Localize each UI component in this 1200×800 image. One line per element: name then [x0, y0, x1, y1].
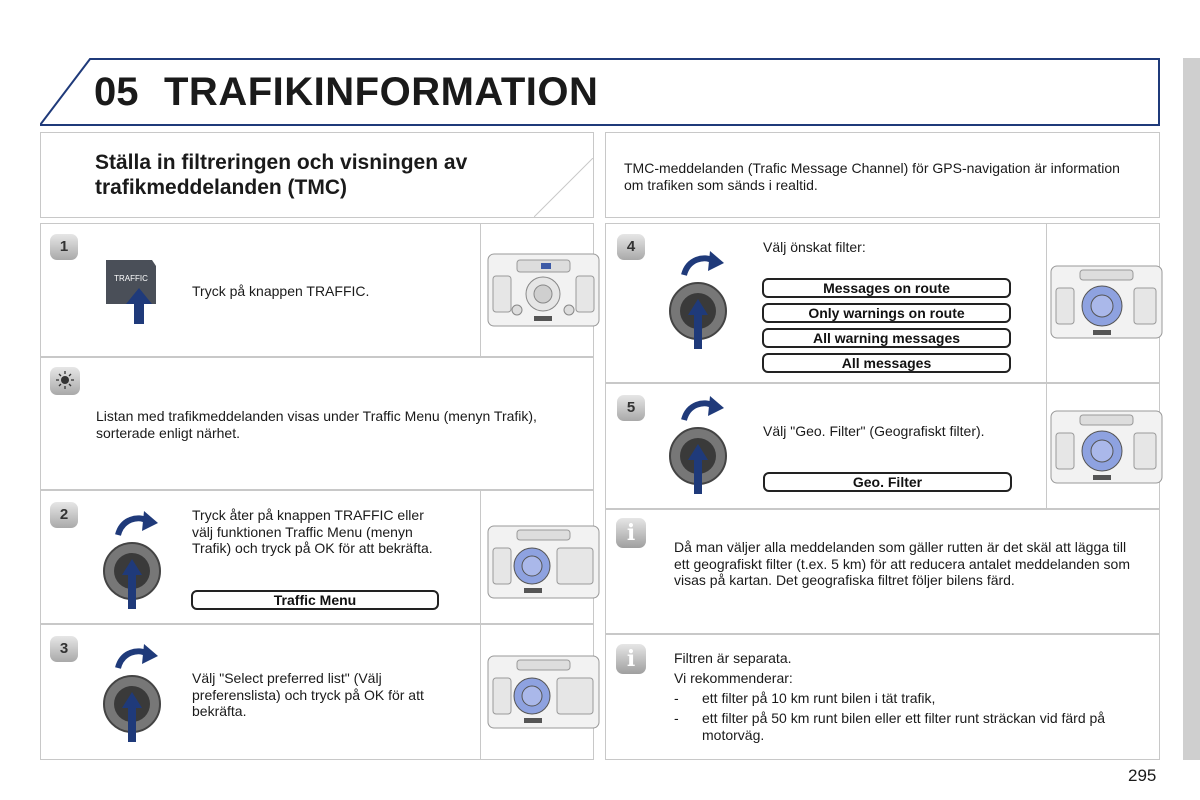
info-icon: i	[616, 518, 646, 548]
step-1-badge: 1	[50, 234, 78, 260]
recommendation-list	[674, 690, 1149, 744]
step-4-text: Välj önskat filter:	[763, 239, 866, 255]
section-title-line2: trafikmeddelanden (TMC)	[95, 176, 348, 199]
option-only-warnings-on-route[interactable]: Only warnings on route	[762, 303, 1011, 323]
option-messages-on-route[interactable]: Messages on route	[762, 278, 1011, 298]
option-geo-filter[interactable]: Geo. Filter	[763, 472, 1012, 492]
traffic-button-icon	[102, 258, 160, 328]
svg-text:TRAFFIC: TRAFFIC	[114, 274, 148, 283]
info-2-line2: Vi rekommenderar:	[674, 670, 793, 686]
option-traffic-menu[interactable]: Traffic Menu	[191, 590, 439, 610]
step-2-badge: 2	[50, 502, 78, 528]
step-3-badge: 3	[50, 636, 78, 662]
intro-text: TMC-meddelanden (Trafic Message Channel) för GPS-navigation är information om trafiken som sänds i realtid.	[624, 160, 1120, 193]
info-2-content	[674, 650, 1149, 744]
radio-unit-highlight-illustration	[1050, 407, 1163, 489]
section-title	[95, 150, 467, 200]
heading-corner-fold	[534, 158, 594, 218]
step-5-badge: 5	[617, 395, 645, 421]
list-item: - ett filter på 50 km runt bilen eller ett filter runt sträckan vid färd på motorväg.	[674, 710, 1149, 744]
info-2-line1: Filtren är separata.	[674, 650, 792, 666]
rotary-knob-icon	[100, 638, 170, 748]
radio-unit-highlight-illustration	[487, 522, 600, 604]
option-all-warning-messages[interactable]: All warning messages	[762, 328, 1011, 348]
radio-unit-illustration	[487, 250, 600, 332]
step-2-text: Tryck åter på knappen TRAFFIC eller välj funktionen Traffic Menu (menyn Trafik) och tryck på OK för att bekräfta.	[192, 507, 433, 556]
rotary-knob-icon	[100, 505, 170, 615]
step-4-badge: 4	[617, 234, 645, 260]
chapter-title: TRAFIKINFORMATION	[164, 70, 599, 114]
list-item: - ett filter på 10 km runt bilen i tät trafik,	[674, 690, 1149, 707]
section-title-line1: Ställa in filtreringen och visningen av	[95, 151, 468, 174]
option-all-messages[interactable]: All messages	[762, 353, 1011, 373]
step-5-text: Välj "Geo. Filter" (Geografiskt filter).	[763, 423, 985, 439]
radio-unit-highlight-illustration	[1050, 262, 1163, 344]
info-icon: i	[616, 644, 646, 674]
page-edge-bar	[1183, 58, 1200, 760]
info-1-text: Då man väljer alla meddelanden som gäller rutten är det skäl att lägga till ett geografiskt filter (t.ex. 5 km) för att reducera antalet meddelanden som visas på kartan. Det geografiska filtret följer bilens färd.	[674, 539, 1130, 588]
chapter-number: 05	[94, 70, 139, 114]
rotary-knob-icon	[666, 390, 736, 500]
tip-text: Listan med trafikmeddelanden visas under Traffic Menu (menyn Trafik), sorterade enligt närhet.	[96, 408, 537, 441]
rotary-knob-icon	[666, 245, 736, 355]
step-3-text: Välj "Select preferred list" (Välj preferenslista) och tryck på OK för att bekräfta.	[192, 670, 424, 719]
step-1-text: Tryck på knappen TRAFFIC.	[192, 283, 370, 299]
page-number: 295	[1128, 766, 1157, 785]
traffic-button-illustration	[102, 258, 160, 328]
radio-unit-highlight-illustration	[487, 652, 600, 734]
lightbulb-icon	[50, 367, 80, 395]
